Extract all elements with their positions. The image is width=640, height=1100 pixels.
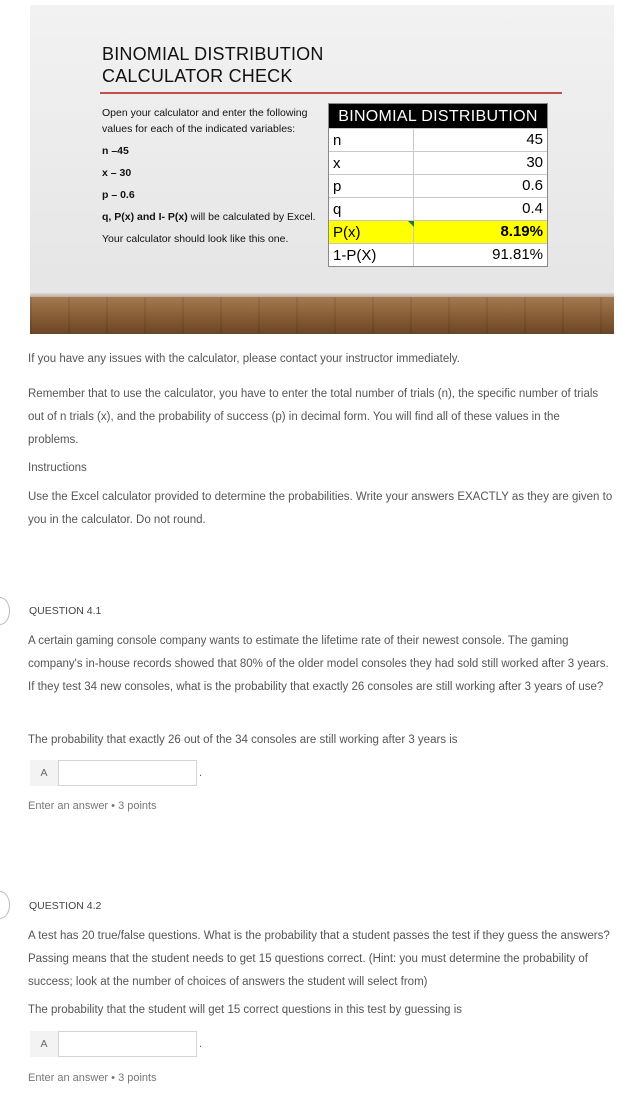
row-label: p — [329, 175, 414, 197]
slide-line-p: p – 0.6 — [102, 189, 135, 201]
intro-issues: If you have any issues with the calculator, please contact your instructor immediately. — [28, 353, 460, 365]
question-body: A test has 20 true/false questions. What is the probability that a student passes the test if they guess the answers? Passing means that the student needs to get 15 questions correct. (Hint: you must determine the probability of success; look at the number of choices of answers the student will select from) — [28, 930, 610, 988]
row-value: 30 — [526, 154, 543, 171]
row-label-text: P(x) — [333, 224, 361, 241]
calculator-row-1-px — [329, 243, 547, 266]
calculator-check-slide — [30, 5, 614, 334]
question-meta: Enter an answer • 3 points — [28, 1072, 157, 1084]
calculator-row-px — [329, 220, 547, 243]
intro-instructions: Use the Excel calculator provided to determine the probabilities. Write your answers EXACTLY as they are given to you in the calculator. Do not round. — [28, 491, 613, 526]
question-meta: Enter an answer • 3 points — [28, 800, 157, 812]
slide-line-q — [102, 209, 317, 225]
answer-row — [30, 1031, 202, 1057]
question-prompt: The probability that the student will get 15 correct questions in this test by guessing is — [28, 1004, 463, 1016]
row-value: 91.81% — [492, 246, 543, 263]
calculator-row-n — [329, 128, 547, 151]
question-body: A certain gaming console company wants to estimate the lifetime rate of their newest console. The gaming company's in-house records showed that 80% of the older model consoles they had sold still worked after 3 years. If they test 34 new consoles, what is the probability that exactly 26 consoles are still working after 3 years of use? — [28, 635, 609, 693]
slide-line-x: x – 30 — [102, 167, 132, 179]
intro-remember: Remember that to use the calculator, you have to enter the total number of trials (n), the specific number of trials out of n trials (x), and the probability of success (p) in decimal form. You will find all of these values in the problems. — [28, 388, 599, 446]
row-label: q — [329, 198, 414, 220]
slide-closing: Your calculator should look like this one. — [102, 233, 289, 245]
answer-label: A — [30, 1031, 58, 1057]
formula-indicator-icon — [408, 221, 414, 227]
answer-row — [30, 760, 202, 786]
slide-divider — [100, 92, 562, 94]
row-label: 1-P(X) — [329, 244, 414, 266]
slide-title: BINOMIAL DISTRIBUTION CALCULATOR CHECK — [102, 44, 324, 86]
intro-instructions-heading: Instructions — [28, 462, 87, 474]
slide-instructions-text: Open your calculator and enter the following values for each of the indicated variables: — [102, 107, 308, 135]
question-prompt: The probability that exactly 26 out of the 34 consoles are still working after 3 years is — [28, 734, 458, 746]
calculator-row-p — [329, 174, 547, 197]
calculator-header: BINOMIAL DISTRIBUTION — [329, 104, 547, 128]
row-label — [329, 221, 414, 243]
answer-input[interactable] — [58, 1031, 197, 1057]
calculator-row-x — [329, 151, 547, 174]
answer-label: A — [30, 760, 58, 786]
slide-line-n: n –45 — [102, 145, 129, 157]
row-label: x — [329, 152, 414, 174]
calculator-row-q — [329, 197, 547, 220]
row-label: n — [329, 129, 414, 151]
question-title: QUESTION 4.1 — [29, 605, 102, 617]
slide-line-q-bold: q, P(x) and I- P(x) — [102, 211, 188, 223]
row-value: 8.19% — [414, 221, 547, 243]
row-value: 0.6 — [522, 177, 543, 194]
question-title: QUESTION 4.2 — [29, 900, 102, 912]
row-value: 45 — [526, 131, 543, 148]
answer-suffix: . — [199, 1038, 203, 1050]
slide-instructions — [102, 105, 317, 253]
binomial-calculator-table — [328, 103, 548, 267]
answer-input[interactable] — [58, 760, 197, 786]
wood-floor — [30, 297, 614, 334]
slide-line-q-rest: will be calculated by Excel. — [187, 211, 316, 223]
answer-suffix: . — [199, 767, 203, 779]
question-marker — [0, 891, 10, 919]
row-value: 0.4 — [522, 200, 543, 217]
question-marker — [0, 597, 10, 625]
